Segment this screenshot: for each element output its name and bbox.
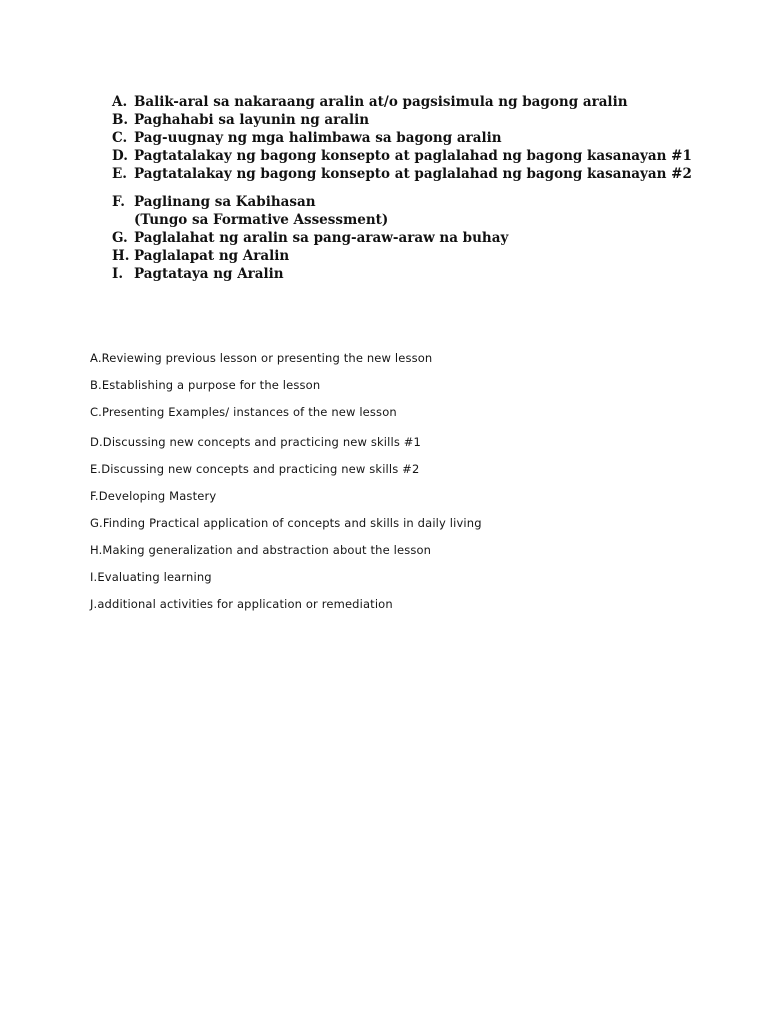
filipino-lesson-steps-list xyxy=(112,93,732,283)
list-item xyxy=(112,247,732,265)
list-item: A.Reviewing previous lesson or presenting the new lesson xyxy=(90,351,433,365)
list-item: G.Finding Practical application of concepts and skills in daily living xyxy=(90,516,482,530)
item-letter: F. xyxy=(112,194,125,210)
list-item: E.Discussing new concepts and practicing new skills #2 xyxy=(90,462,420,476)
item-text: Paglinang sa Kabihasan xyxy=(134,194,316,210)
list-item xyxy=(112,265,732,283)
list-item: I.Evaluating learning xyxy=(90,570,212,584)
item-text: Pagtataya ng Aralin xyxy=(134,266,284,282)
list-item: C.Presenting Examples/ instances of the new lesson xyxy=(90,405,397,419)
list-item xyxy=(112,111,732,129)
item-letter: G. xyxy=(112,230,128,246)
list-item: B.Establishing a purpose for the lesson xyxy=(90,378,321,392)
item-letter: D. xyxy=(112,148,128,164)
list-item: D.Discussing new concepts and practicing new skills #1 xyxy=(90,435,422,449)
english-lesson-steps-list xyxy=(90,349,730,622)
list-item: F.Developing Mastery xyxy=(90,489,217,503)
list-item: J.additional activities for application or remediation xyxy=(90,597,393,611)
list-item xyxy=(112,193,732,229)
item-letter: I. xyxy=(112,266,124,282)
item-text: Balik-aral sa nakaraang aralin at/o pagsisimula ng bagong aralin xyxy=(134,94,628,110)
item-letter: A. xyxy=(112,94,128,110)
item-text: Paghahabi sa layunin ng aralin xyxy=(134,112,370,128)
list-item xyxy=(112,129,732,147)
item-text: Pagtatalakay ng bagong konsepto at paglalahad ng bagong kasanayan #2 xyxy=(134,166,692,182)
item-text: Pagtatalakay ng bagong konsepto at paglalahad ng bagong kasanayan #1 xyxy=(134,148,692,164)
list-item xyxy=(112,165,732,183)
item-text-block xyxy=(134,193,388,229)
item-letter: E. xyxy=(112,166,127,182)
item-letter: B. xyxy=(112,112,129,128)
item-text: Pag-uugnay ng mga halimbawa sa bagong aralin xyxy=(134,130,502,146)
list-item xyxy=(112,147,732,165)
item-text: Paglalahat ng aralin sa pang-araw-araw na buhay xyxy=(134,230,509,246)
item-subtext: (Tungo sa Formative Assessment) xyxy=(134,212,389,228)
list-item xyxy=(112,93,732,111)
item-letter: H. xyxy=(112,248,130,264)
list-item xyxy=(112,229,732,247)
list-item: H.Making generalization and abstraction about the lesson xyxy=(90,543,432,557)
item-letter: C. xyxy=(112,130,128,146)
item-text: Paglalapat ng Aralin xyxy=(134,248,290,264)
